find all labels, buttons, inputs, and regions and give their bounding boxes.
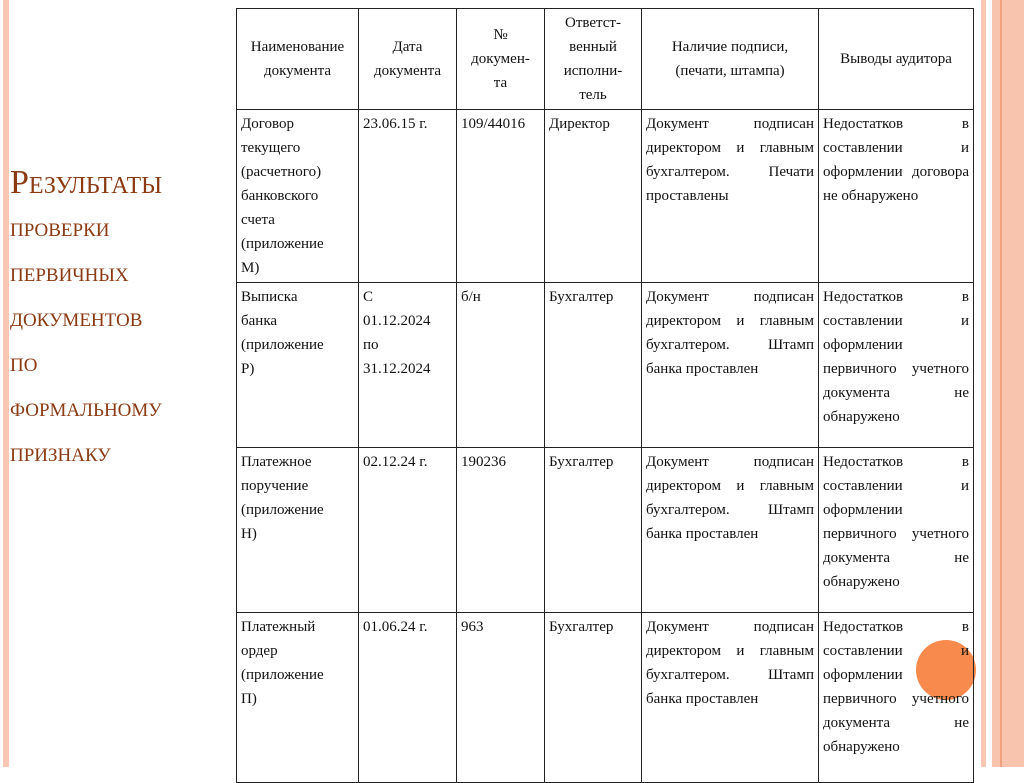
header-document-number: № докумен- та bbox=[457, 9, 545, 110]
cell-conclusion: Недостатков в составлении и оформлении договора не обнаружено bbox=[819, 110, 974, 283]
header-signature: Наличие подписи, (печати, штампа) bbox=[642, 9, 819, 110]
cell-signature: Документ подписан директором и главным бухгалтером. Штамп банка проставлен bbox=[642, 448, 819, 613]
title-line: документов bbox=[10, 302, 143, 332]
cell-date: 02.12.24 г. bbox=[359, 448, 457, 613]
title-line: формальному bbox=[10, 392, 162, 422]
cell-document-name: Платежный ордер (приложение П) bbox=[237, 613, 359, 783]
cell-number: б/н bbox=[457, 283, 545, 448]
title-line: проверки bbox=[10, 212, 110, 242]
slide-title bbox=[10, 160, 230, 475]
table-row bbox=[237, 283, 974, 448]
cell-number: 190236 bbox=[457, 448, 545, 613]
table-row bbox=[237, 448, 974, 613]
title-line: признаку bbox=[10, 437, 111, 467]
cell-signature: Документ подписан директором и главным бухгалтером. Штамп банка проставлен bbox=[642, 613, 819, 783]
cell-number: 109/44016 bbox=[457, 110, 545, 283]
title-line: первичных bbox=[10, 257, 129, 287]
header-auditor-conclusions: Выводы аудитора bbox=[819, 9, 974, 110]
cell-responsible: Бухгалтер bbox=[545, 613, 642, 783]
header-responsible: Ответст- венный исполни- тель bbox=[545, 9, 642, 110]
title-line: по bbox=[10, 347, 38, 377]
audit-results-table bbox=[236, 8, 974, 783]
cell-conclusion: Недостатков в составлении и оформлении первичного учетного документа не обнаружено bbox=[819, 613, 974, 783]
cell-date: С 01.12.2024 по 31.12.2024 bbox=[359, 283, 457, 448]
cell-signature: Документ подписан директором и главным бухгалтером. Штамп банка проставлен bbox=[642, 283, 819, 448]
cell-responsible: Бухгалтер bbox=[545, 283, 642, 448]
cell-responsible: Бухгалтер bbox=[545, 448, 642, 613]
right-decorative-line bbox=[1000, 0, 1002, 767]
right-decorative-band bbox=[992, 0, 1024, 767]
cell-conclusion: Недостатков в составлении и оформлении первичного учетного документа не обнаружено bbox=[819, 283, 974, 448]
right-decorative-strip bbox=[981, 0, 986, 767]
cell-responsible: Директор bbox=[545, 110, 642, 283]
cell-signature: Документ подписан директором и главным бухгалтером. Печати проставлены bbox=[642, 110, 819, 283]
table-header-row bbox=[237, 9, 974, 110]
table-row bbox=[237, 110, 974, 283]
table-row bbox=[237, 613, 974, 783]
header-document-name: Наименование документа bbox=[237, 9, 359, 110]
cell-date: 23.06.15 г. bbox=[359, 110, 457, 283]
cell-number: 963 bbox=[457, 613, 545, 783]
left-decorative-strip bbox=[3, 0, 9, 767]
header-document-date: Дата документа bbox=[359, 9, 457, 110]
title-line: Результаты bbox=[10, 164, 163, 201]
cell-document-name: Договор текущего (расчетного) банковского счета (приложение М) bbox=[237, 110, 359, 283]
cell-document-name: Выписка банка (приложение Р) bbox=[237, 283, 359, 448]
cell-document-name: Платежное поручение (приложение Н) bbox=[237, 448, 359, 613]
cell-date: 01.06.24 г. bbox=[359, 613, 457, 783]
cell-conclusion: Недостатков в составлении и оформлении первичного учетного документа не обнаружено bbox=[819, 448, 974, 613]
